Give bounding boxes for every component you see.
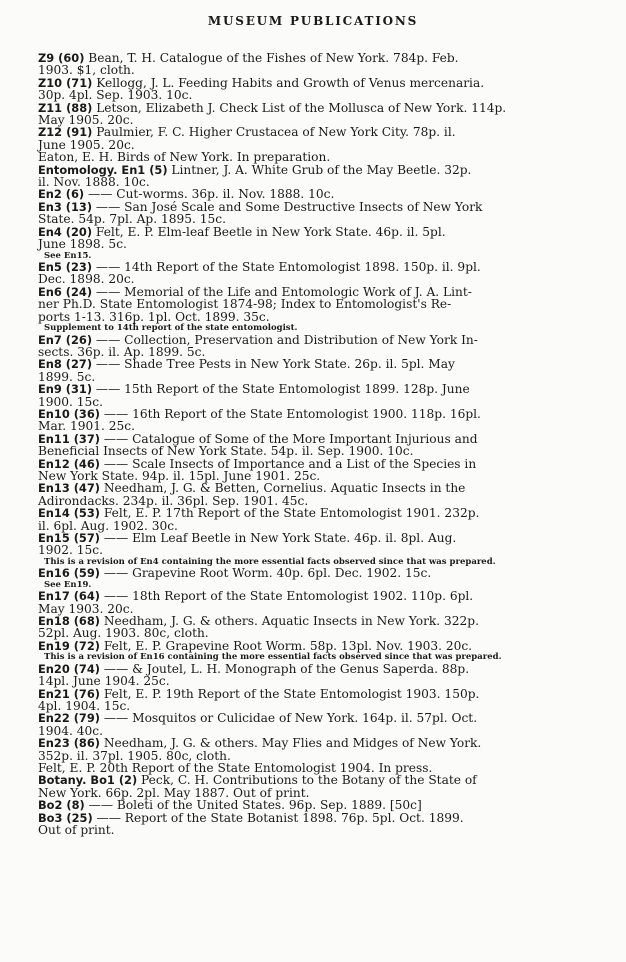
entry-text: —— San José Scale and Some Destructive Insects of New York — [95, 199, 483, 214]
entry-text: 52pl. Aug. 1903. 80c, cloth. — [38, 626, 209, 641]
entry-text: 1903. $1, cloth. — [38, 63, 135, 78]
entry-line — [38, 686, 578, 701]
entry-text: May 1905. 20c. — [38, 113, 134, 128]
entry-code: En23 (86) — [38, 736, 100, 751]
publication-entry — [38, 567, 578, 590]
entry-line — [38, 382, 578, 397]
entry-text: Dec. 1898. 20c. — [38, 272, 135, 287]
entry-code: En4 (20) — [38, 224, 93, 239]
entry-text: —— Grapevine Root Worm. 40p. 6pl. Dec. 1902. 15c. — [103, 566, 432, 581]
entry-text: Peck, C. H. Contributions to the Botany of the State of — [141, 773, 477, 788]
publication-entry — [38, 102, 578, 127]
publication-entry — [38, 590, 578, 615]
entry-code: Bo2 (8) — [38, 798, 85, 813]
entry-text: State. 54p. 7pl. Ap. 1895. 15c. — [38, 212, 226, 227]
publication-entry — [38, 615, 578, 640]
entry-note: This is a revision of En4 containing the more essential facts observed since that was prepared. — [44, 556, 496, 567]
entry-text: ports 1-13. 316p. 1pl. Oct. 1899. 35c. — [38, 309, 270, 324]
entry-note: See En15. — [44, 250, 92, 261]
entry-line — [38, 638, 578, 653]
entry-line — [38, 100, 578, 115]
publication-entry — [38, 77, 578, 102]
entry-line — [38, 531, 578, 546]
entry-code: En9 (31) — [38, 382, 93, 397]
publication-entry — [38, 52, 578, 77]
entry-text: Bean, T. H. Catalogue of the Fishes of New York. 784p. Feb. — [88, 51, 459, 65]
entry-code: En16 (59) — [38, 566, 100, 581]
entry-line — [38, 237, 578, 252]
publication-entry — [38, 201, 578, 226]
publication-entry — [38, 812, 578, 837]
entry-text: Felt, E. P. Grapevine Root Worm. 58p. 13pl. Nov. 1903. 20c. — [103, 638, 473, 653]
entry-text: —— Shade Tree Pests in New York State. 26p. il. 5pl. May — [95, 357, 455, 372]
publication-list — [38, 52, 578, 836]
publication-entry — [38, 774, 578, 799]
entry-text: Needham, J. G. & others. Aquatic Insects in New York. 322p. — [103, 614, 479, 629]
entry-code: En14 (53) — [38, 506, 100, 521]
entry-text: ner Ph.D. State Entomologist 1874-98; Index to Entomologist's Re- — [38, 297, 452, 312]
entry-code: Z11 (88) — [38, 100, 93, 115]
entry-note: Supplement to 14th report of the state entomologist. — [44, 323, 298, 334]
entry-code: Botany. Bo1 (2) — [38, 773, 138, 788]
publication-entry — [38, 261, 578, 286]
entry-text: 1899. 5c. — [38, 369, 96, 384]
entry-text: Felt, E. P. 19th Report of the State Entomologist 1903. 150p. — [103, 686, 480, 701]
entry-text: Lintner, J. A. White Grub of the May Beetle. 32p. — [171, 162, 472, 177]
entry-code: En17 (64) — [38, 589, 100, 604]
entry-line — [38, 711, 578, 726]
entry-text: Eaton, E. H. Birds of New York. In preparation. — [38, 150, 331, 165]
entry-text: June 1905. 20c. — [38, 137, 135, 152]
publication-entry — [38, 126, 578, 151]
entry-line — [38, 357, 578, 372]
entry-text: 1900. 15c. — [38, 394, 103, 409]
entry-text: —— 15th Report of the State Entomologist 1899. 128p. June — [95, 382, 470, 397]
entry-line — [38, 810, 578, 825]
entry-text: Letson, Elizabeth J. Check List of the Mollusca of New York. 114p. — [96, 100, 507, 115]
publication-entry — [38, 663, 578, 688]
entry-text: —— & Joutel, L. H. Monograph of the Genus Saperda. 88p. — [103, 661, 470, 676]
entry-text: —— Catalogue of Some of the More Important Injurious and — [103, 431, 478, 446]
entry-text: —— Scale Insects of Importance and a List of the Species in — [103, 456, 477, 471]
entry-text: il. Nov. 1888. 10c. — [38, 175, 150, 190]
entry-code: En7 (26) — [38, 332, 93, 347]
entry-text: 352p. il. 37pl. 1905. 80c, cloth. — [38, 748, 231, 763]
entry-code: En12 (46) — [38, 456, 100, 471]
entry-text: —— Mosquitos or Culicidae of New York. 164p. il. 57pl. Oct. — [103, 711, 478, 726]
entry-code: En2 (6) — [38, 187, 85, 202]
publication-entry — [38, 712, 578, 737]
entry-code: En18 (68) — [38, 614, 100, 629]
publication-entry — [38, 164, 578, 189]
entry-code: Z12 (91) — [38, 125, 93, 140]
publication-entry — [38, 688, 578, 713]
entry-text: —— Elm Leaf Beetle in New York State. 46p. il. 8pl. Aug. — [103, 531, 457, 546]
entry-text: 1904. 40c. — [38, 723, 103, 738]
entry-text: sects. 36p. il. Ap. 1899. 5c. — [38, 344, 206, 359]
publication-entry — [38, 433, 578, 458]
entry-text: Mar. 1901. 25c. — [38, 419, 135, 434]
publication-entry — [38, 286, 578, 334]
entry-text: —— Boleti of the United States. 96p. Sep. 1889. [50c] — [88, 798, 422, 813]
entry-code: En10 (36) — [38, 406, 100, 421]
entry-line — [38, 543, 578, 558]
publication-entry — [38, 532, 578, 567]
entry-text: Kellogg, J. L. Feeding Habits and Growth of Venus mercenaria. — [96, 75, 485, 90]
entry-text: 1902. 15c. — [38, 543, 103, 558]
entry-text: —— 14th Report of the State Entomologist 1898. 150p. il. 9pl. — [95, 260, 481, 274]
entry-code: Entomology. En1 (5) — [38, 162, 168, 177]
entry-code: Bo3 (25) — [38, 810, 93, 825]
entry-code: Z9 (60) — [38, 51, 85, 65]
entry-code: En19 (72) — [38, 638, 100, 653]
publication-entry — [38, 408, 578, 433]
publication-entry — [38, 226, 578, 261]
entry-text: 4pl. 1904. 15c. — [38, 699, 131, 713]
entry-code: En13 (47) — [38, 481, 100, 496]
entry-line — [38, 224, 578, 239]
entry-line — [38, 566, 578, 581]
entry-text: —— 16th Report of the State Entomologist 1900. 118p. 16pl. — [103, 406, 481, 421]
entry-line — [38, 823, 578, 838]
entry-text: Out of print. — [38, 823, 115, 838]
entry-code: Z10 (71) — [38, 75, 93, 90]
entry-text: —— Collection, Preservation and Distribution of New York In- — [95, 332, 478, 347]
entry-note: This is a revision of En16 containing the more essential facts observed since that was prepared. — [44, 652, 502, 663]
entry-line — [38, 309, 578, 324]
entry-line — [38, 589, 578, 604]
entry-text: New York. 66p. 2pl. May 1887. Out of print. — [38, 785, 310, 800]
publication-entry — [38, 458, 578, 483]
entry-code: En5 (23) — [38, 260, 93, 274]
publication-entry — [38, 482, 578, 507]
entry-code: En8 (27) — [38, 357, 93, 372]
entry-text: Felt, E. P. Elm-leaf Beetle in New York State. 46p. il. 5pl. — [95, 224, 446, 239]
entry-text: il. 6pl. Aug. 1902. 30c. — [38, 518, 178, 533]
entry-text: New York State. 94p. il. 15pl. June 1901. 25c. — [38, 469, 321, 483]
publication-entry — [38, 737, 578, 762]
entry-text: May 1903. 20c. — [38, 601, 134, 616]
entry-text: —— Cut-worms. 36p. il. Nov. 1888. 10c. — [88, 187, 335, 202]
entry-text: June 1898. 5c. — [38, 237, 127, 252]
entry-note: See En19. — [44, 579, 92, 590]
publication-entry — [38, 640, 578, 663]
publication-entry — [38, 383, 578, 408]
entry-text: Felt, E. P. 17th Report of the State Entomologist 1901. 232p. — [103, 506, 480, 521]
publication-entry — [38, 334, 578, 359]
entry-text: Paulmier, F. C. Higher Crustacea of New York City. 78p. il. — [96, 125, 456, 140]
entry-text: Adirondacks. 234p. il. 36pl. Sep. 1901. 45c. — [38, 493, 309, 508]
entry-text: —— Report of the State Botanist 1898. 76p. 5pl. Oct. 1899. — [96, 810, 464, 825]
entry-text: Needham, J. G. & others. May Flies and Midges of New York. — [103, 736, 482, 751]
entry-text: 30p. 4pl. Sep. 1903. 10c. — [38, 88, 193, 103]
entry-text: Beneficial Insects of New York State. 54p. il. Sep. 1900. 10c. — [38, 444, 414, 459]
entry-text: Felt, E. P. 20th Report of the State Entomologist 1904. In press. — [38, 761, 433, 776]
entry-code: En20 (74) — [38, 661, 100, 676]
entry-code: En3 (13) — [38, 199, 93, 214]
entry-code: En15 (57) — [38, 531, 100, 546]
entry-text: —— 18th Report of the State Entomologist 1902. 110p. 6pl. — [103, 589, 474, 604]
publication-entry — [38, 358, 578, 383]
entry-text: —— Memorial of the Life and Entomologic Work of J. A. Lint- — [95, 284, 472, 299]
entry-code: En21 (76) — [38, 686, 100, 701]
entry-text: 14pl. June 1904. 25c. — [38, 674, 170, 689]
publication-entry — [38, 507, 578, 532]
entry-text: Needham, J. G. & Betten, Cornelius. Aquatic Insects in the — [103, 481, 466, 496]
entry-code: En22 (79) — [38, 711, 100, 726]
running-header: MUSEUM PUBLICATIONS — [207, 14, 419, 28]
entry-code: En6 (24) — [38, 284, 93, 299]
entry-code: En11 (37) — [38, 431, 100, 446]
